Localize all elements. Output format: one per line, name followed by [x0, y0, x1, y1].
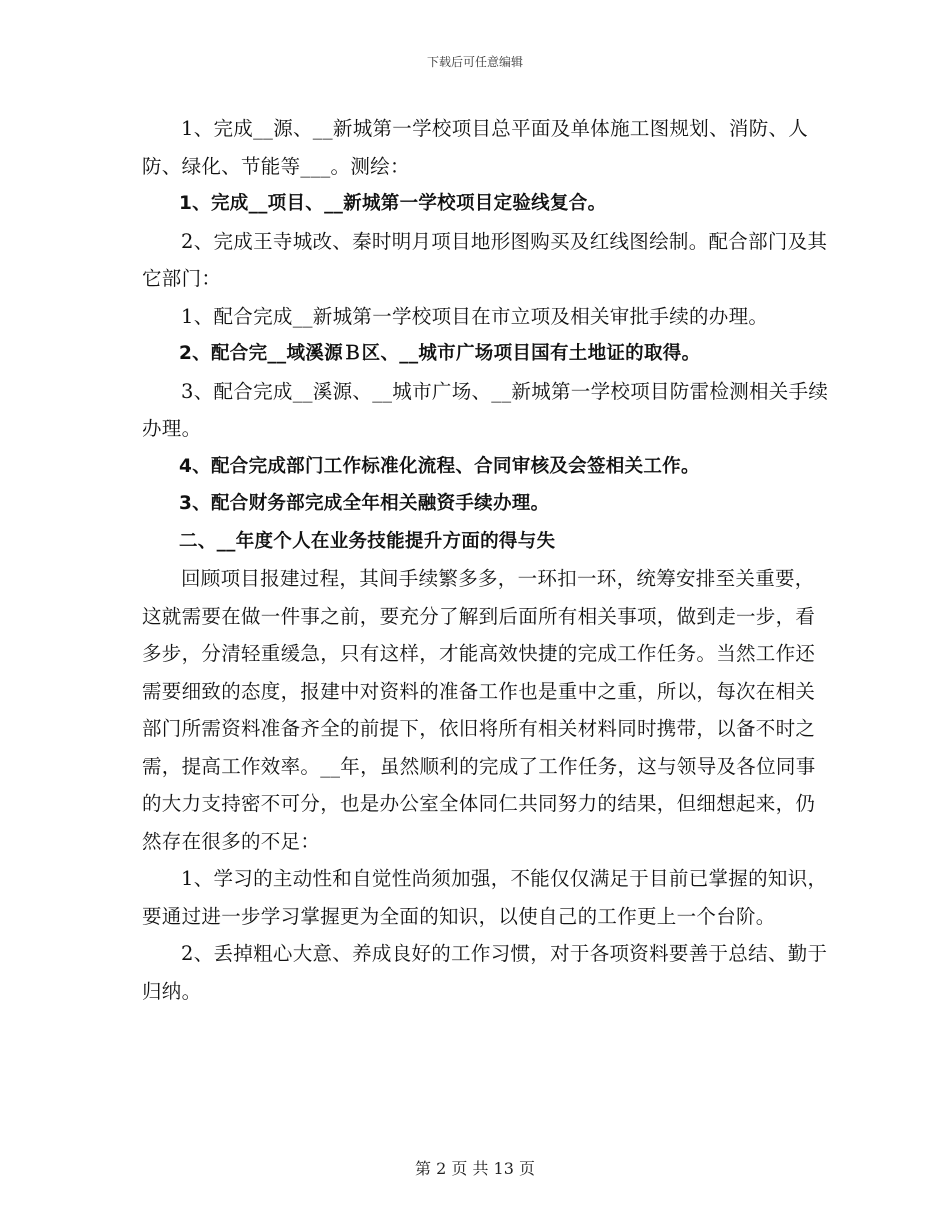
paragraph-4: 1、配合完成__新城第一学校项目在市立项及相关审批手续的办理。 — [181, 304, 769, 328]
paragraph-5: 2、配合完__域溪源Ｂ区、__城市广场项目国有土地证的取得。 — [179, 343, 701, 364]
page-footer: 第 2 页 共 13 页 — [415, 1159, 535, 1178]
paragraph-7: 4、配合完成部门工作标准化流程、合同审核及会签相关工作。 — [179, 455, 700, 477]
paragraph-10: 回顾项目报建过程，其间手续繁多多，一环扣一环，统筹安排至关重要，这就需要在做一件事之前，要充分了解到后面所有相关事项，做到走一步，看多步，分清轻重缓急，只有这样，才能高效快捷的完成工作任务。当然工作还需要细致的态度，报建中对资料的准备工作也是重中之重，所以，每次在相关部门所需资料准备齐全的前提下，依旧将所有相关材料同时携带，以备不时之需，提高工作效率。__年，虽然顺利的完成了工作任务，这与领导及各位同事的大力支持密不可分，也是办公室全体同仁共同努力的结果，但细想起来，仍然存在很多的不足： — [142, 567, 816, 853]
paragraph-1: 1、完成__源、__新城第一学校项目总平面及单体施工图规划、消防、人防、绿化、节能等___。测绘： — [142, 117, 809, 178]
paragraph-8: 3、配合财务部完成全年相关融资手续办理。 — [179, 493, 550, 514]
paragraph-2: 1、完成__项目、__新城第一学校项目定验线复合。 — [179, 193, 607, 214]
document-body — [142, 110, 832, 1010]
section-heading: 二、__年度个人在业务技能提升方面的得与失 — [179, 530, 556, 552]
paragraph-11: 1、学习的主动性和自觉性尚须加强，不能仅仅满足于目前已掌握的知识，要通过进一步学习掌握更为全面的知识，以使自己的工作更上一个台阶。 — [142, 867, 828, 928]
paragraph-12: 2、丢掉粗心大意、养成良好的工作习惯，对于各项资料要善于总结、勤于归纳。 — [142, 942, 828, 1003]
page-header: 下载后可任意编辑 — [426, 55, 523, 69]
paragraph-6: 3、配合完成__溪源、__城市广场、__新城第一学校项目防雷检测相关手续办理。 — [142, 379, 829, 440]
paragraph-3: 2、完成王寺城改、秦时明月项目地形图购买及红线图绘制。配合部门及其它部门： — [142, 229, 828, 290]
